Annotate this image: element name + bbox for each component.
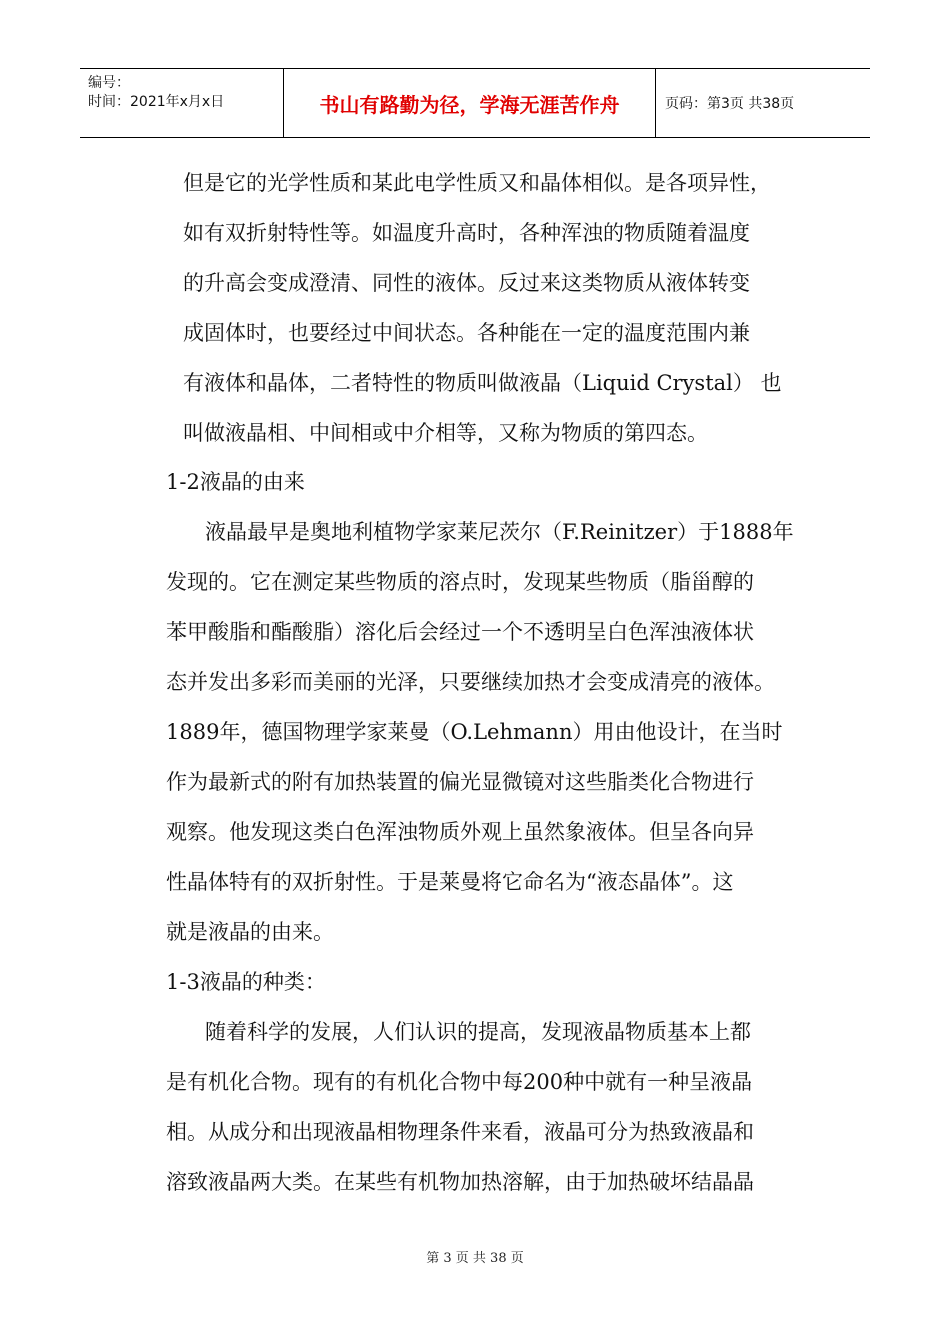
body-line: 观察。他发现这类白色浑浊物质外观上虽然象液体。但呈各向异 xyxy=(166,820,754,844)
body-line: 但是它的光学性质和某此电学性质又和晶体相似。是各项异性， xyxy=(183,171,771,195)
body-line: 就是液晶的由来。 xyxy=(166,920,334,944)
body-line: 作为最新式的附有加热装置的偏光显微镜对这些脂类化合物进行 xyxy=(166,770,754,794)
body-line: 的升高会变成澄清、同性的液体。反过来这类物质从液体转变 xyxy=(183,271,750,295)
body-line: 如有双折射特性等。如温度升高时，各种浑浊的物质随着温度 xyxy=(183,221,750,245)
section-heading: 1-3液晶的种类： xyxy=(166,970,326,994)
body-line: 苯甲酸脂和酯酸脂）溶化后会经过一个不透明呈白色浑浊液体状 xyxy=(166,620,754,644)
body-line: 发现的。它在测定某些物质的溶点时，发现某些物质（脂甾醇的 xyxy=(166,570,754,594)
section-heading: 1-2液晶的由来 xyxy=(166,470,305,494)
number-label: 编号： xyxy=(88,75,130,91)
body-line: 是有机化合物。现有的有机化合物中每200种中就有一种呈液晶 xyxy=(166,1070,753,1094)
body-line: 叫做液晶相、中间相或中介相等，又称为物质的第四态。 xyxy=(183,421,708,445)
body-line: 随着科学的发展，人们认识的提高，发现液晶物质基本上都 xyxy=(205,1020,751,1044)
header-page-info: 页码：第3页 共38页 xyxy=(665,96,795,112)
header-meta xyxy=(80,69,283,137)
body-line: 有液体和晶体，二者特性的物质叫做液晶（Liquid Crystal） 也 xyxy=(183,371,782,395)
header-divider xyxy=(655,69,656,137)
body-line: 溶致液晶两大类。在某些有机物加热溶解，由于加热破坏结晶晶 xyxy=(166,1170,754,1194)
body-line: 液晶最早是奥地利植物学家莱尼茨尔（F.Reinitzer）于1888年 xyxy=(205,520,794,544)
page-footer: 第 3 页 共 38 页 xyxy=(426,1251,524,1266)
body-line: 1889年，德国物理学家莱曼（O.Lehmann）用由他设计，在当时 xyxy=(166,720,783,744)
body-line: 性晶体特有的双折射性。于是莱曼将它命名为“液态晶体”。这 xyxy=(166,870,734,894)
body-line: 态并发出多彩而美丽的光泽，只要继续加热才会变成清亮的液体。 xyxy=(166,670,775,694)
body-line: 成固体时，也要经过中间状态。各种能在一定的温度范围内兼 xyxy=(183,321,750,345)
body-line: 相。从成分和出现液晶相物理条件来看，液晶可分为热致液晶和 xyxy=(166,1120,754,1144)
header-table xyxy=(80,68,870,138)
header-motto: 书山有路勤为径，学海无涯苦作舟 xyxy=(319,92,620,117)
time-label: 时间：2021年x月x日 xyxy=(88,94,225,110)
